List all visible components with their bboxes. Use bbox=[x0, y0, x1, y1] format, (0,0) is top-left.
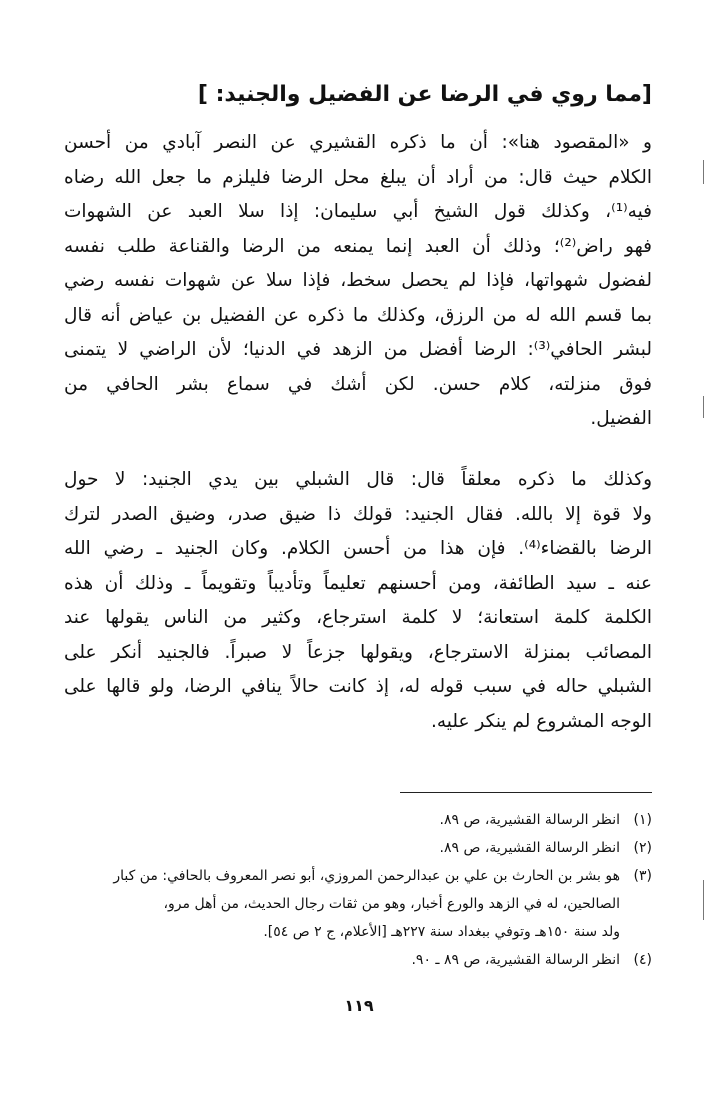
paragraph-line: الكلام حيث قال: من أراد أن يبلغ محل الرضا فليلزم ما جعل الله رضاه bbox=[64, 166, 652, 188]
footnote-number: (٣) bbox=[633, 868, 652, 884]
scan-edge-mark bbox=[703, 880, 704, 920]
paragraph-line: فهو راض⁽²⁾؛ وذلك أن العبد إنما يمنعه من الرضا والقناعة طلب نفسه bbox=[64, 235, 652, 257]
paragraph-line: فيه⁽¹⁾، وكذلك قول الشيخ أبي سليمان: إذا سلا العبد عن الشهوات bbox=[64, 201, 652, 222]
paragraph-line: بما قسم الله له من الرزق، وكذلك ما ذكره عن الفضيل بن عياض أنه قال bbox=[64, 304, 652, 326]
paragraph-line: فوق منزلته، كلام حسن. لكن أشك في سماع بشر الحافي من bbox=[64, 373, 652, 395]
paragraph-line: ولا قوة إلا بالله. فقال الجنيد: قولك ذا ضيق صدر، وضيق الصدر لترك bbox=[64, 503, 652, 525]
paragraph-line: لبشر الحافي⁽³⁾: الرضا أفضل من الزهد في الدنيا؛ لأن الراضي لا يتمنى bbox=[64, 339, 652, 360]
footnote-number: (١) bbox=[633, 812, 652, 828]
paragraph-line: الفضيل. bbox=[590, 408, 652, 429]
paragraph-line: المصائب بمنزلة الاسترجاع، ويقولها جزعاً لا صبراً. فالجنيد أنكر على bbox=[64, 641, 652, 663]
footnote-3 bbox=[62, 862, 652, 890]
footnote-1 bbox=[62, 806, 652, 834]
scan-edge-mark bbox=[703, 160, 704, 184]
paragraph-1 bbox=[64, 126, 652, 437]
paragraph-line: وكذلك ما ذكره معلقاً قال: قال الشبلي بين يدي الجنيد: لا حول bbox=[64, 469, 652, 490]
paragraph-line: عنه ـ سيد الطائفة، ومن أحسنهم تعليماً وتأديباً وتقويماً ـ وذلك أن هذه bbox=[64, 572, 652, 594]
footnote-divider bbox=[400, 792, 652, 793]
section-heading: [مما روي في الرضا عن الفضيل والجنيد: ] bbox=[197, 82, 652, 107]
paragraph-line: لفضول شهواتها، فإذا لم يحصل سخط، فإذا سلا عن شهوات نفسه رضي bbox=[64, 270, 652, 291]
paragraph-line: الوجه المشروع لم ينكر عليه. bbox=[430, 710, 652, 732]
footnote-2 bbox=[62, 834, 652, 862]
footnote-4 bbox=[62, 946, 652, 974]
footnote-3-continuation: ولد سنة ١٥٠هـ وتوفي ببغداد سنة ٢٢٧هـ [الأعلام، ج ٢ ص ٥٤]. bbox=[263, 924, 620, 940]
footnote-text: انظر الرسالة القشيرية، ص ٨٩. bbox=[439, 812, 620, 828]
scan-edge-mark bbox=[703, 396, 704, 418]
footnotes bbox=[62, 806, 652, 974]
paragraph-line: الرضا بالقضاء⁽⁴⁾. فإن هذا من أحسن الكلام. وكان الجنيد ـ رضي الله bbox=[64, 538, 652, 559]
paragraph-2 bbox=[64, 463, 652, 739]
paragraph-line: و «المقصود هنا»: أن ما ذكره القشيري عن النصر آبادي من أحسن bbox=[64, 132, 652, 153]
footnote-number: (٤) bbox=[633, 952, 652, 968]
paragraph-line: الكلمة كلمة استعانة؛ لا كلمة استرجاع، وكثير من الناس يقولها عند bbox=[64, 607, 652, 628]
page-number: ١١٩ bbox=[344, 996, 374, 1015]
footnote-text: هو بشر بن الحارث بن علي بن عبدالرحمن المروزي، أبو نصر المعروف بالحافي: من كبار bbox=[113, 868, 620, 884]
footnote-text: انظر الرسالة القشيرية، ص ٨٩ ـ ٩٠. bbox=[411, 952, 620, 968]
footnote-text: انظر الرسالة القشيرية، ص ٨٩. bbox=[439, 840, 620, 856]
paragraph-line: الشبلي حاله في سبب قوله له، إذ كانت حالاً ينافي الرضا، ولو قالها على bbox=[64, 676, 652, 697]
footnote-number: (٢) bbox=[633, 840, 652, 856]
footnote-3-continuation: الصالحين، له في الزهد والورع أخبار، وهو من ثقات رجال الحديث، من أهل مرو، bbox=[163, 896, 620, 912]
